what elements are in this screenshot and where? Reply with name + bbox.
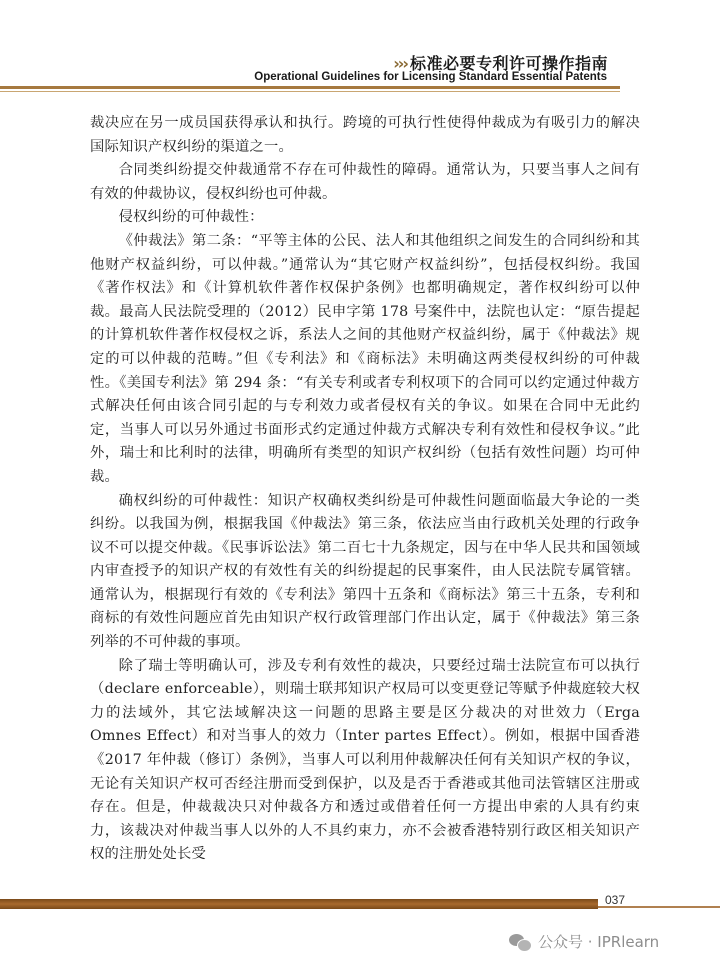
page-header [0, 0, 720, 100]
watermark-text: 公众号 · IPRlearn [538, 933, 660, 951]
paragraph: 除了瑞士等明确认可，涉及专利有效性的裁决，只要经过瑞士法院宣布可以执行（declare enforceable），则瑞士联邦知识产权局可以变更登记等赋予仲裁庭较大权力的法域外，其它法域解决这一问题的思路主要是区分裁决的对世效力（Erga Omnes Effect）和对当事人的效力（Inter partes Effect）。例如，根据中国香港《2017 年仲裁（修订）条例》，当事人可以利用仲裁解决任何有关知识产权的争议，无论有关知识产权可否经注册而受到保护，以及是否于香港或其他司法管辖区注册或存在。但是，仲裁裁决只对仲裁各方和透过或借着任何一方提出申索的人具有约束力，该裁决对仲裁当事人以外的人不具约束力，亦不会被香港特别行政区相关知识产权的注册处处长受 [90, 657, 640, 863]
watermark [509, 931, 659, 952]
chevron-icon: ››› [393, 54, 407, 73]
header-rule-thin [0, 91, 620, 92]
footer-bar [0, 899, 598, 909]
running-title-text: 标准必要专利许可操作指南 [409, 54, 608, 73]
paragraph: 合同类纠纷提交仲裁通常不存在可仲裁性的障碍。通常认为，只要当事人之间有有效的仲裁协议，侵权纠纷也可仲裁。 [90, 162, 640, 202]
header-rule [0, 86, 620, 89]
wechat-icon [509, 933, 531, 951]
paragraph: 侵权纠纷的可仲裁性： [118, 209, 264, 226]
paragraph: 确权纠纷的可仲裁性：知识产权确权类纠纷是可仲裁性问题面临最大争论的一类纠纷。以我国为例，根据我国《仲裁法》第三条，依法应当由行政机关处理的行政争议不可以提交仲裁。《民事诉讼法》第二百七十九条规定，因与在中华人民共和国领域内审查授予的知识产权的有效性有关的纠纷提起的民事案件，由人民法院专属管辖。通常认为，根据现行有效的《专利法》第四十五条和《商标法》第三十五条，专利和商标的有效性问题应首先由知识产权行政管理部门作出认定，属于《仲裁法》第三条列举的不可仲裁的事项。 [90, 492, 640, 651]
running-subtitle: Operational Guidelines for Licensing Standard Essential Patents [254, 71, 607, 83]
paragraph: 《仲裁法》第二条：“平等主体的公民、法人和其他组织之间发生的合同纠纷和其他财产权益纠纷，可以仲裁。”通常认为“其它财产权益纠纷”，包括侵权纠纷。我国《著作权法》和《计算机软件著作权保护条例》也都明确规定，著作权纠纷可以仲裁。最高人民法院受理的（2012）民申字第 178 号案件中，法院也认定：“原告提起的计算机软件著作权侵权之诉，系法人之间的其他财产权益纠纷，属于《仲裁法》规定的可以仲裁的范畴。”但《专利法》和《商标法》未明确这两类侵权纠纷的可仲裁性。《美国专利法》第 294 条：“有关专利或者专利权项下的合同可以约定通过仲裁方式解决任何由该合同引起的与专利效力或者侵权有关的争议。如果在合同中无此约定，当事人可以另外通过书面形式约定通过仲裁方式解决专利有效性和侵权争议。”此外，瑞士和比利时的法律，明确所有类型的知识产权纠纷（包括有效性问题）均可仲裁。 [90, 232, 640, 485]
paragraph: 裁决应在另一成员国获得承认和执行。跨境的可执行性使得仲裁成为有吸引力的解决国际知识产权纠纷的渠道之一。 [90, 115, 640, 155]
page-number: 037 [605, 893, 626, 907]
body-text [90, 112, 640, 867]
